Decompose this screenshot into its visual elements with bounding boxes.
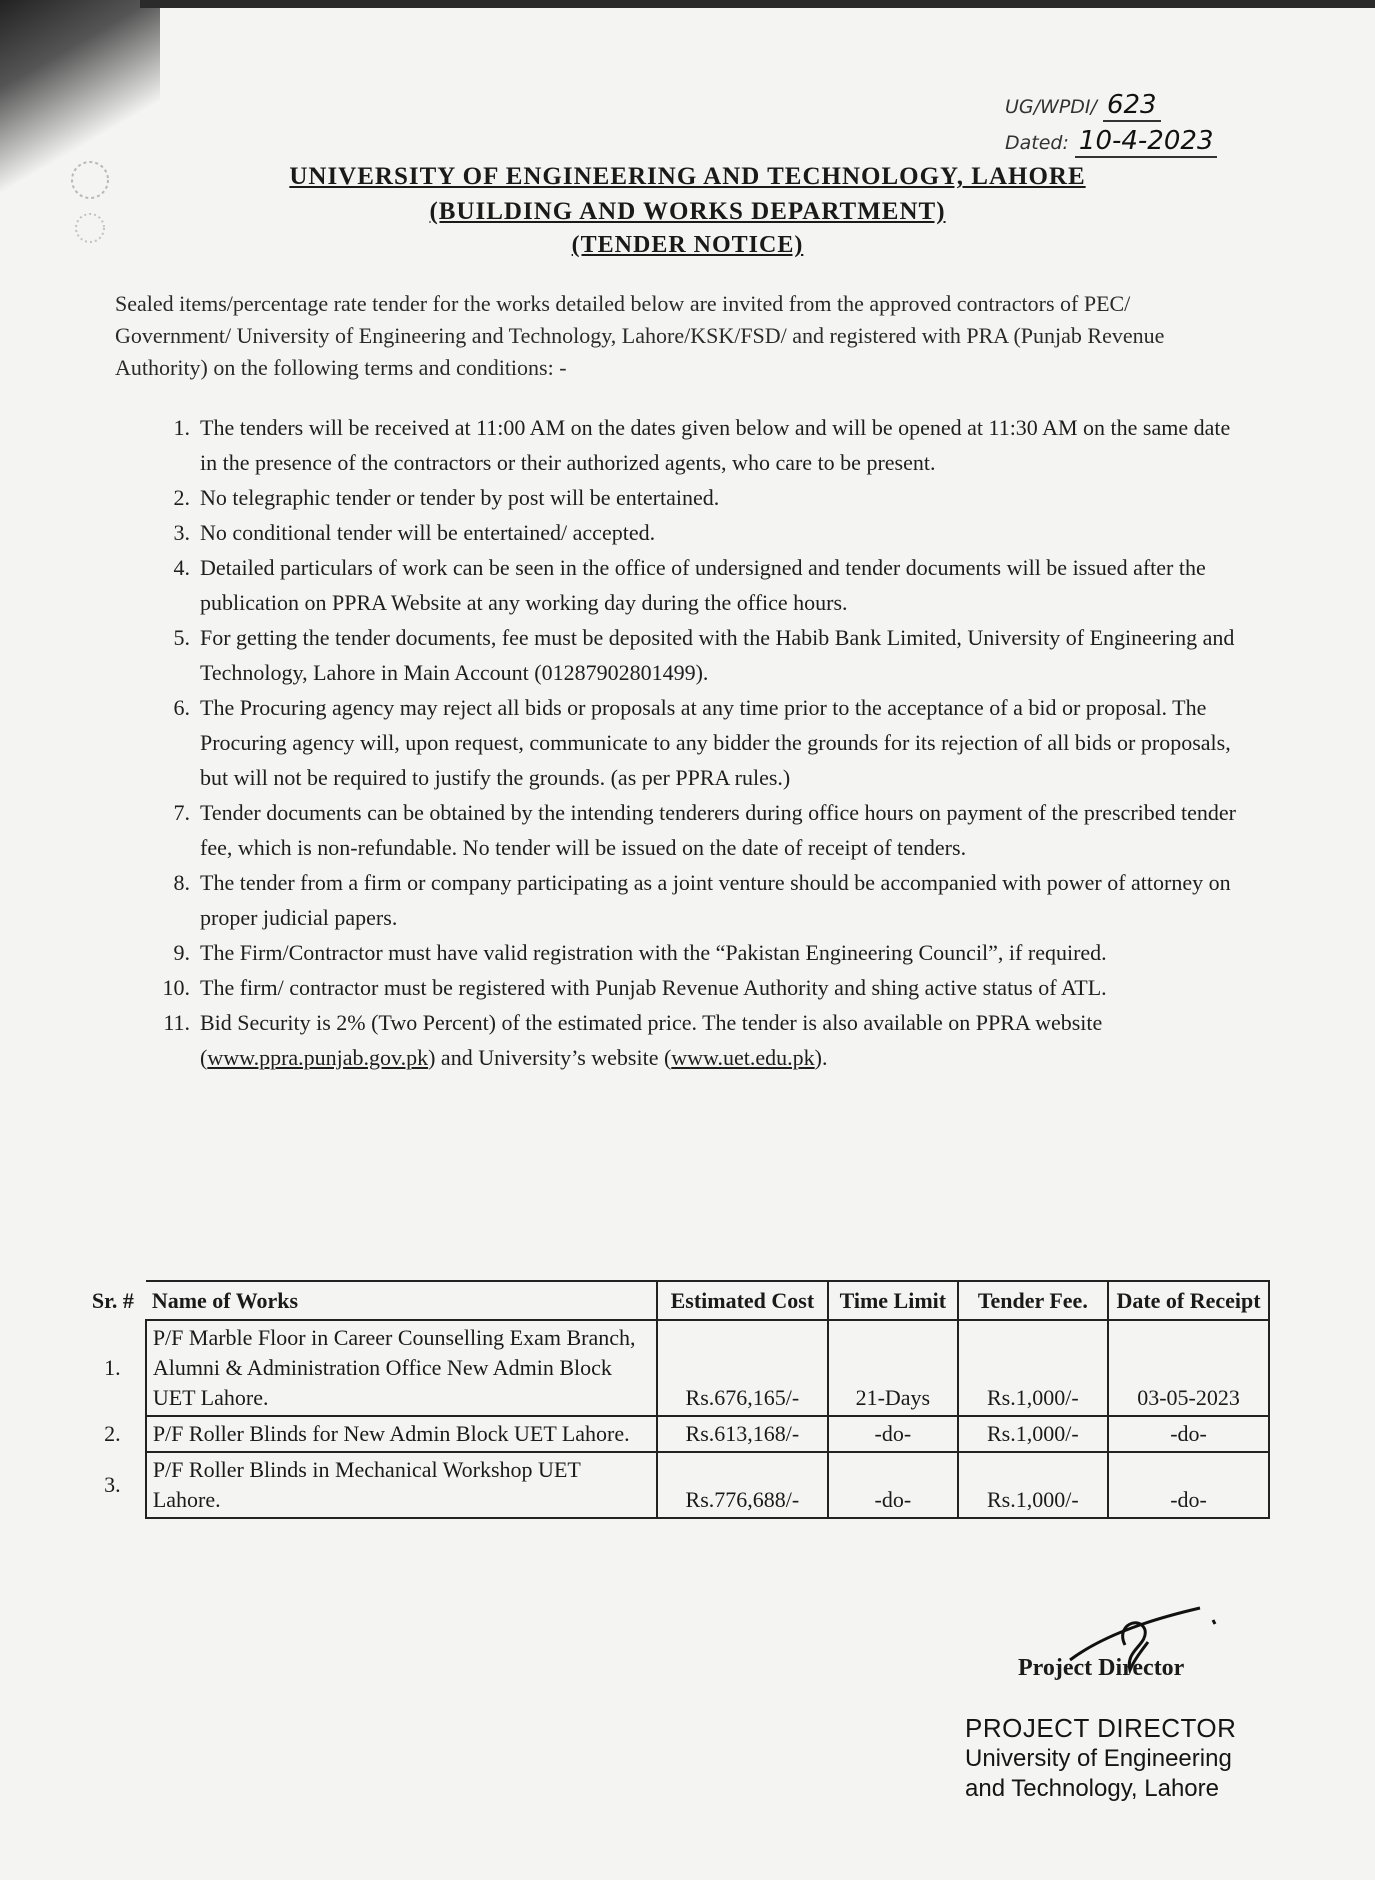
cell-name: P/F Roller Blinds in Mechanical Workshop UET Lahore. [146,1452,657,1518]
term-text: No telegraphic tender or tender by post will be entertained. [200,485,720,510]
term-text: The firm/ contractor must be registered with Punjab Revenue Authority and shing active status of ATL. [200,975,1107,1000]
header-date-of-receipt: Date of Receipt [1108,1281,1269,1320]
term-item [150,935,1245,970]
cell-fee: Rs.1,000/- [958,1320,1108,1416]
term-item [150,970,1245,1005]
term-number: 5. [173,625,190,650]
reference-date: 10-4-2023 [1075,126,1218,158]
cell-name: P/F Marble Floor in Career Counselling Exam Branch, Alumni & Administration Office New Admin Block UET Lahore. [146,1320,657,1416]
term-text: No conditional tender will be entertained/ accepted. [200,520,656,545]
notice-title: (TENDER NOTICE) [571,232,804,258]
cell-date: -do- [1108,1416,1269,1452]
cell-time: -do- [828,1452,958,1518]
cell-cost: Rs.613,168/- [657,1416,828,1452]
term-number: 3. [173,520,190,545]
term-text: Tender documents can be obtained by the intending tenderers during office hours on payment of the prescribed tender fee, which is non-refundable. No tender will be issued on the date of receipt of tenders. [200,800,1236,860]
term-item [150,1005,1245,1075]
reference-number-prefix: UG/WPDI/ [1005,96,1097,118]
term-text-end: ). [814,1045,828,1070]
stamp-line-1: PROJECT DIRECTOR [965,1713,1237,1743]
term-text: Detailed particulars of work can be seen in the office of undersigned and tender documents will be issued after the publication on PPRA Website at any working day during the office hours. [200,555,1206,615]
term-number: 11. [163,1010,190,1035]
department-title: (BUILDING AND WORKS DEPARTMENT) [429,198,946,225]
term-item [150,410,1245,480]
scan-top-edge [140,0,1375,8]
term-text-middle: ) and University’s website ( [428,1045,672,1070]
term-number: 7. [173,800,190,825]
term-item [150,620,1245,690]
term-item [150,690,1245,795]
term-number: 2. [173,485,190,510]
header-sr: Sr. # [91,1288,134,1313]
term-item [150,480,1245,515]
term-number: 8. [173,870,190,895]
reference-date-prefix: Dated: [1005,132,1069,154]
project-director-stamp [965,1712,1236,1804]
term-text: The Firm/Contractor must have valid registration with the “Pakistan Engineering Council”, if required. [200,940,1107,965]
term-text: For getting the tender documents, fee must be deposited with the Habib Bank Limited, University of Engineering and Technology, Lahore in Main Account (01287902801499). [200,625,1235,685]
cell-sr: 2. [104,1421,121,1446]
reference-block [1005,88,1217,160]
term-item [150,865,1245,935]
term-number: 9. [173,940,190,965]
table-row [80,1452,1269,1518]
works-table [80,1280,1270,1519]
term-number: 6. [173,695,190,720]
header-estimated-cost: Estimated Cost [657,1281,828,1320]
table-header-row [80,1281,1269,1320]
cell-date: 03-05-2023 [1108,1320,1269,1416]
uet-website-link[interactable]: www.uet.edu.pk [671,1045,815,1070]
cell-date: -do- [1108,1452,1269,1518]
term-text: The tender from a firm or company participating as a joint venture should be accompanied with power of attorney on proper judicial papers. [200,870,1231,930]
term-text: The Procuring agency may reject all bids or proposals at any time prior to the acceptance of a bid or proposal. The Procuring agency will, upon request, communicate to any bidder the grounds for its rejection of all bids or proposals, but will not be required to justify the grounds. (as per PPRA rules.) [200,695,1231,790]
term-item [150,550,1245,620]
term-item [150,795,1245,865]
table-row [80,1416,1269,1452]
table-row [80,1320,1269,1416]
header-tender-fee: Tender Fee. [958,1281,1108,1320]
cell-sr: 3. [104,1472,121,1497]
reference-number: 623 [1103,90,1161,122]
term-number: 10. [162,975,190,1000]
term-text-start: Bid Security is 2% (Two Percent) of the estimated price. The tender is also available on PPRA website ( [200,1010,1103,1070]
term-number: 4. [173,555,190,580]
cell-name: P/F Roller Blinds for New Admin Block UET Lahore. [146,1416,657,1452]
intro-paragraph: Sealed items/percentage rate tender for the works detailed below are invited from the approved contractors of PEC/ Government/ University of Engineering and Technology, Lahore/KSK/FSD/ and registered with PRA (Punjab Revenue Authority) on the following terms and conditions: - [115,291,1165,380]
cell-time: 21-Days [828,1320,958,1416]
cell-fee: Rs.1,000/- [958,1452,1108,1518]
stamp-line-2: University of Engineering [965,1745,1232,1772]
header-time-limit: Time Limit [828,1281,958,1320]
stamp-line-3: and Technology, Lahore [965,1775,1219,1802]
ppra-website-link[interactable]: www.ppra.punjab.gov.pk [207,1045,429,1070]
cell-cost: Rs.676,165/- [657,1320,828,1416]
university-title: UNIVERSITY OF ENGINEERING AND TECHNOLOGY, LAHORE [289,163,1086,190]
term-number: 1. [173,415,190,440]
header-name-of-works: Name of Works [146,1281,657,1320]
term-text: The tenders will be received at 11:00 AM on the dates given below and will be opened at 11:30 AM on the same date in the presence of the contractors or their authorized agents, who care to be present. [200,415,1231,475]
cell-sr: 1. [104,1355,121,1380]
term-item [150,515,1245,550]
cell-time: -do- [828,1416,958,1452]
cell-fee: Rs.1,000/- [958,1416,1108,1452]
cell-cost: Rs.776,688/- [657,1452,828,1518]
signatory-title: Project Director [1018,1655,1185,1681]
terms-list [150,410,1245,1075]
